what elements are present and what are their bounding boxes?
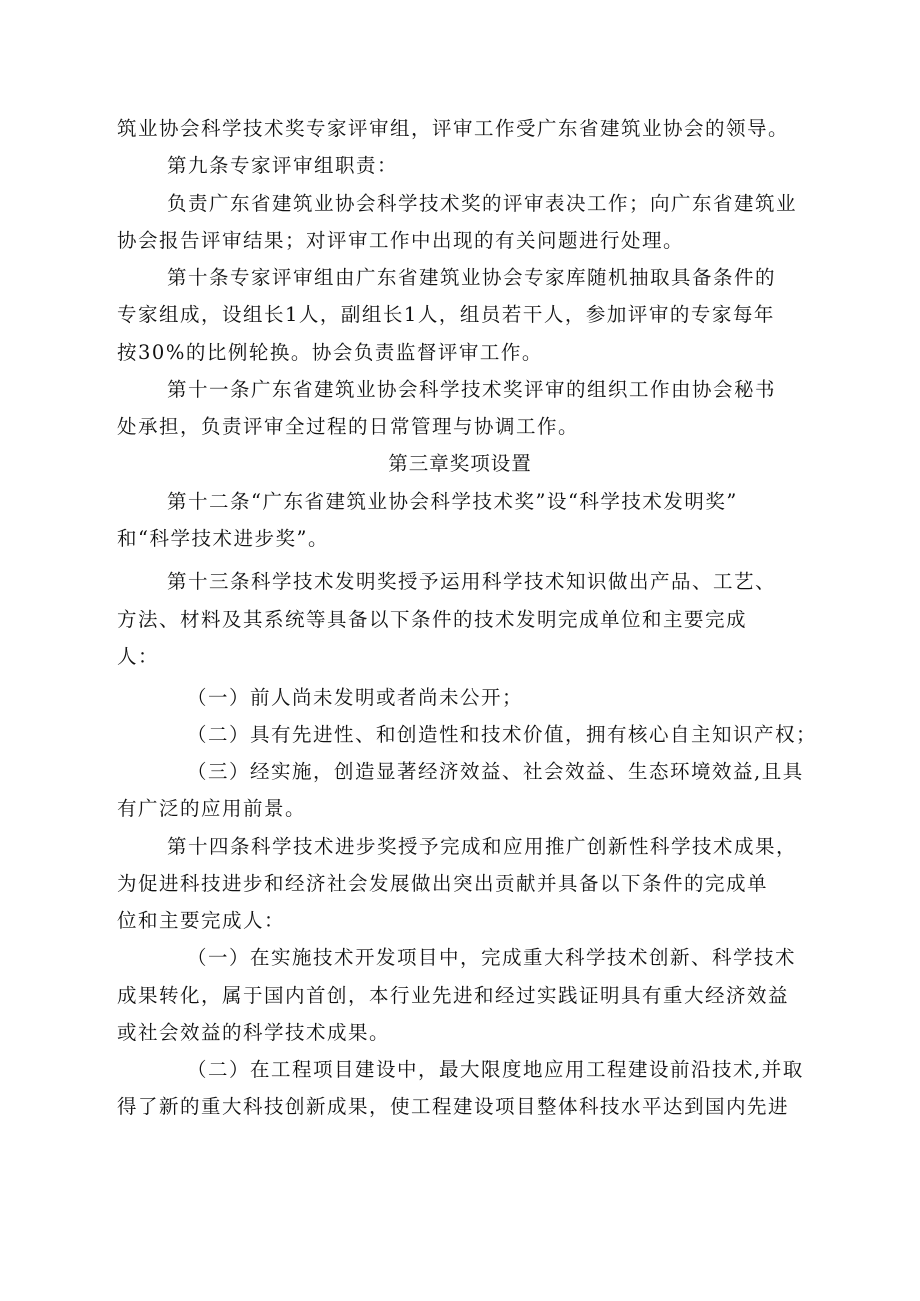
list-item: （二）在工程项目建设中，最大限度地应用工程建设前沿技术,并取 xyxy=(187,1058,804,1081)
text-line: 协会报告评审结果；对评审工作中出现的有关问题进行处理。 xyxy=(117,229,685,252)
text-line: 位和主要完成人： xyxy=(117,909,286,932)
text-line: 成果转化，属于国内首创，本行业先进和经过实践证明具有重大经济效益 xyxy=(117,984,790,1007)
text-line: 第十二条“广东省建筑业协会科学技术奖”设“科学技术发明奖” xyxy=(167,490,738,513)
text-line: 负责广东省建筑业协会科学技术奖的评审表决工作；向广东省建筑业 xyxy=(167,192,798,215)
list-item: （二）具有先进性、和创造性和技术价值，拥有核心自主知识产权； xyxy=(187,723,818,746)
text-line: 和“科学技术进步奖”。 xyxy=(117,527,329,550)
text-line: 专家组成，设组长1人，副组长1人，组员若干人，参加评审的专家每年 xyxy=(117,303,775,326)
text-line: 为促进科技进步和经济社会发展做出突出贡献并具备以下条件的完成单 xyxy=(117,872,769,895)
list-item: （一）在实施技术开发项目中，完成重大科学技术创新、科学技术 xyxy=(187,946,797,969)
text-line: 得了新的重大科技创新成果，使工程建设项目整体科技水平达到国内先进 xyxy=(117,1095,790,1118)
text-line: 第十一条广东省建筑业协会科学技术奖评审的组织工作由协会秘书 xyxy=(167,378,777,401)
text-line: 人： xyxy=(117,645,160,668)
text-line: 筑业协会科学技术奖专家评审组，评审工作受广东省建筑业协会的领导。 xyxy=(117,117,790,140)
text-line: 第十四条科学技术进步奖授予完成和应用推广创新性科学技术成果， xyxy=(167,835,798,858)
text-line: 有广泛的应用前景。 xyxy=(117,797,307,820)
text-line: 方法、材料及其系统等具备以下条件的技术发明完成单位和主要完成 xyxy=(117,608,748,631)
list-item: （一）前人尚未发明或者尚未公开； xyxy=(187,686,524,709)
text-line: 按30%的比例轮换。协会负责监督评审工作。 xyxy=(117,341,543,364)
text-line: 第十条专家评审组由广东省建筑业协会专家库随机抽取具备条件的 xyxy=(167,266,777,289)
text-line: 或社会效益的科学技术成果。 xyxy=(117,1021,391,1044)
list-item: （三）经实施，创造显著经济效益、社会效益、生态环境效益,且具 xyxy=(187,760,804,783)
text-line: 第十三条科学技术发明奖授予运用科学技术知识做出产品、工艺、 xyxy=(167,570,777,593)
text-line: 处承担，负责评审全过程的日常管理与协调工作。 xyxy=(117,415,580,438)
article-heading: 第九条专家评审组职责： xyxy=(167,154,399,177)
chapter-title: 第三章奖项设置 xyxy=(388,452,532,475)
